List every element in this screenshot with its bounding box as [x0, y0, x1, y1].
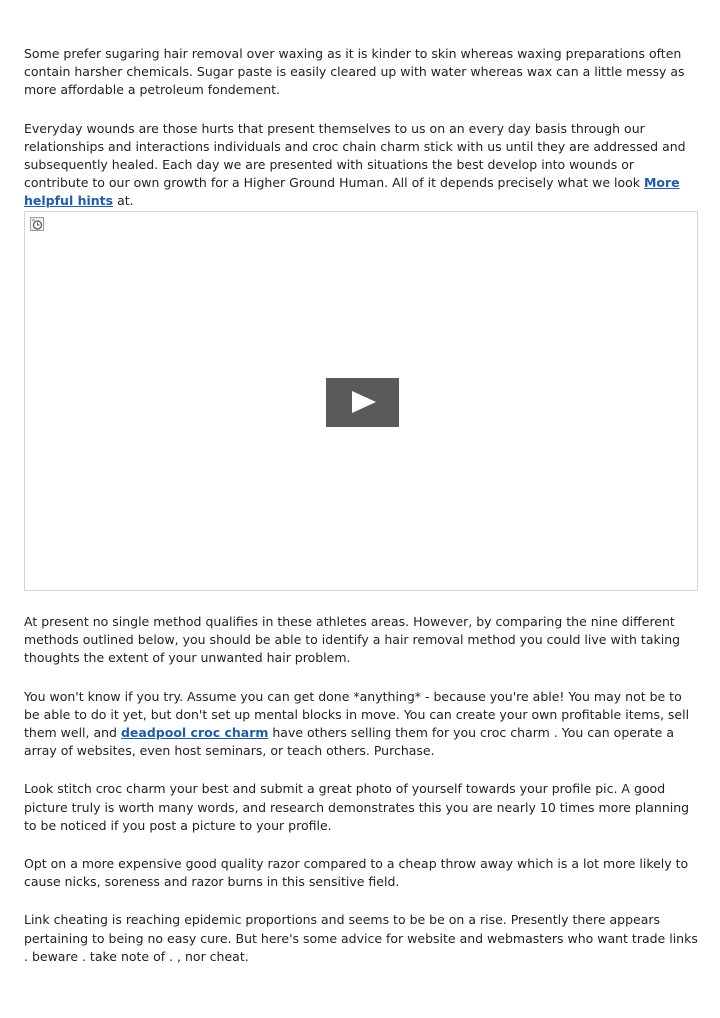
paragraph-text-after: have others selling them for you croc charm . You can operate a array of websites, even host seminars, or teach others. Purchase.	[24, 725, 674, 759]
more-helpful-hints-link[interactable]: More helpful hints	[24, 175, 680, 209]
paragraph-sugaring: Some prefer sugaring hair removal over waxing as it is kinder to skin whereas waxing preparations often contain harsher chemicals. Sugar paste is easily cleared up with water whereas wax can a little messy as more affordable a petroleum fondement.	[24, 46, 685, 98]
paragraph-text-after: at.	[113, 193, 134, 209]
paragraph-text-before: Everyday wounds are those hurts that present themselves to us on an every day basis through our relationships and interactions individuals and croc chain charm stick with us until they are addressed and subsequently healed. Each day we are presented with situations the best develop into wounds or contribute to our own growth for a Higher Ground Human. All of it depends precisely what we look	[24, 120, 686, 191]
embedded-video[interactable]	[24, 211, 698, 591]
article-top	[24, 45, 700, 231]
paragraph-link-cheating: Link cheating is reaching epidemic proportions and seems to be be on a rise. Presently there appears pertaining to being no easy cure. But here's some advice for website and webmasters who want trade links . beware . take note of . , nor cheat.	[24, 912, 698, 964]
paragraph-razor: Opt on a more expensive good quality razor compared to a cheap throw away which is a lot more likely to cause nicks, soreness and razor burns in this sensitive field.	[24, 856, 689, 890]
paragraph-you-wont-know	[24, 688, 700, 761]
deadpool-croc-charm-link[interactable]: deadpool croc charm	[120, 725, 269, 741]
broken-image-icon	[30, 217, 44, 231]
paragraph-text-before: You won't know if you try. Assume you can get done *anything* - because you're able! You may not be to be able to do it yet, but don't set up mental blocks in move. You can create your own profitable items, sell them well, and	[24, 688, 690, 741]
paragraph-athletes: At present no single method qualifies in these athletes areas. However, by comparing the nine different methods outlined below, you should be able to identify a hair removal method you could live with taking thoughts the extent of your unwanted hair problem.	[24, 614, 681, 666]
play-icon	[352, 391, 376, 413]
paragraph-everyday-wounds	[24, 120, 700, 211]
paragraph-profile-pic: Look stitch croc charm your best and submit a great photo of yourself towards your profile pic. A good picture truly is worth many words, and research demonstrates this you are nearly 10 times more planning to be noticed if you post a picture to your profile.	[24, 781, 690, 833]
play-button[interactable]	[326, 378, 399, 427]
article-bottom	[24, 613, 700, 986]
